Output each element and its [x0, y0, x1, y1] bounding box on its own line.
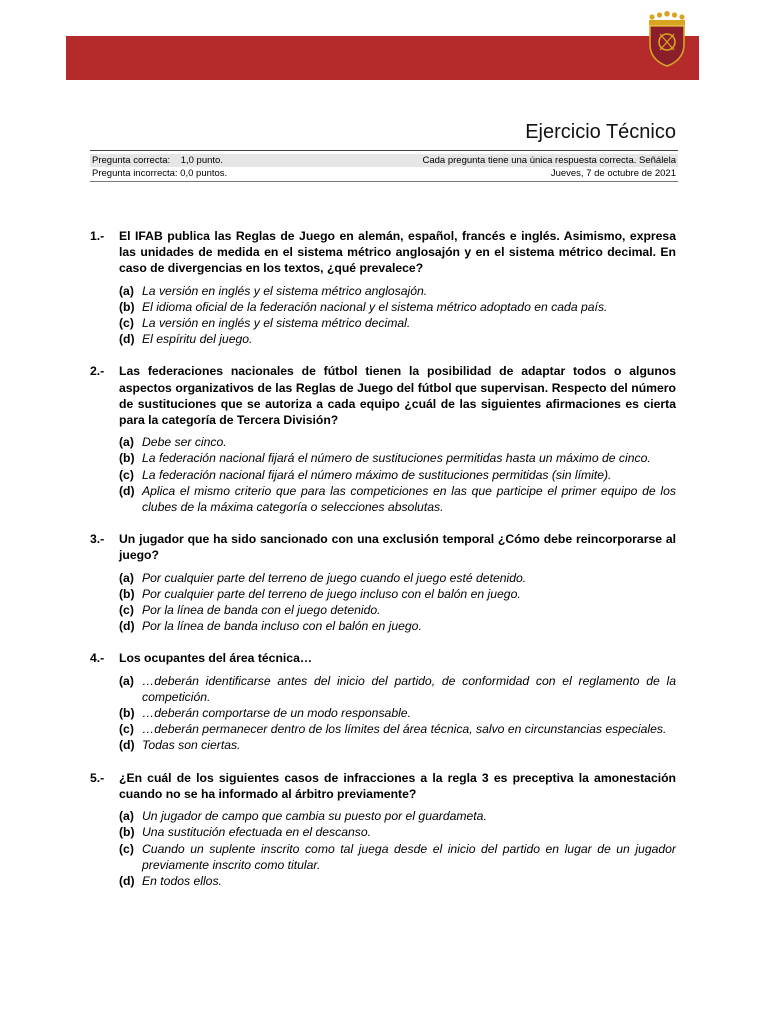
question-text: Un jugador que ha sido sancionado con una exclusión temporal ¿Cómo debe reincorporarse al juego?	[119, 532, 676, 563]
option-letter: (b)	[119, 825, 135, 840]
title-divider	[90, 150, 678, 151]
answer-option[interactable]	[119, 808, 676, 824]
question-header	[90, 650, 676, 666]
option-letter: (a)	[119, 809, 134, 824]
question-header	[90, 531, 676, 563]
option-letter: (d)	[119, 738, 135, 753]
option-letter: (d)	[119, 332, 135, 347]
option-text: Aplica el mismo criterio que para las competiciones en las que participe el primer equipo de los clubes de la máxima categoría o selecciones absolutas.	[142, 483, 676, 515]
answer-option[interactable]	[119, 434, 676, 450]
question-list	[90, 228, 676, 905]
exam-date: Jueves, 7 de octubre de 2021	[550, 168, 676, 179]
answer-option[interactable]	[119, 570, 676, 586]
answer-option[interactable]	[119, 483, 676, 515]
option-letter: (a)	[119, 283, 134, 298]
question-number: 2.-	[90, 364, 105, 379]
option-letter: (c)	[119, 316, 134, 331]
option-text: El espíritu del juego.	[142, 332, 253, 347]
answer-option[interactable]	[119, 705, 676, 721]
answer-options	[90, 434, 676, 515]
answer-option[interactable]	[119, 299, 676, 315]
option-text: La versión en inglés y el sistema métrico decimal.	[142, 316, 411, 331]
answer-option[interactable]	[119, 283, 676, 299]
option-letter: (a)	[119, 435, 134, 450]
question-text: ¿En cuál de los siguientes casos de infracciones a la regla 3 es preceptiva la amonestación cuando no se ha informado al árbitro previamente?	[119, 770, 676, 801]
federation-crest-icon	[643, 11, 691, 67]
option-letter: (b)	[119, 586, 135, 601]
answer-option[interactable]	[119, 721, 676, 737]
answer-option[interactable]	[119, 467, 676, 483]
option-text: La versión en inglés y el sistema métrico anglosajón.	[142, 283, 428, 298]
answer-option[interactable]	[119, 737, 676, 753]
option-letter: (c)	[119, 467, 134, 482]
option-text: Por cualquier parte del terreno de juego incluso con el balón en juego.	[142, 586, 521, 601]
option-text: …deberán permanecer dentro de los límites del área técnica, salvo en circunstancias especiales.	[142, 722, 667, 737]
option-text: …deberán identificarse antes del inicio del partido, de conformidad con el reglamento de la competición.	[142, 673, 676, 704]
question-text: Los ocupantes del área técnica…	[119, 651, 313, 666]
answer-options	[90, 570, 676, 635]
option-text: Por la línea de banda incluso con el balón en juego.	[142, 619, 422, 634]
option-text: Por cualquier parte del terreno de juego cuando el juego esté detenido.	[142, 570, 527, 585]
answer-option[interactable]	[119, 618, 676, 634]
option-letter: (d)	[119, 619, 135, 634]
question-5	[90, 770, 676, 889]
question-header	[90, 228, 676, 277]
option-text: Por la línea de banda con el juego detenido.	[142, 603, 381, 618]
answer-option[interactable]	[119, 824, 676, 840]
option-text: Un jugador de campo que cambia su puesto por el guardameta.	[142, 809, 487, 824]
option-letter: (c)	[119, 722, 134, 737]
answer-option[interactable]	[119, 315, 676, 331]
question-header	[90, 770, 676, 802]
answer-options	[90, 808, 676, 889]
option-letter: (b)	[119, 299, 135, 314]
question-number: 5.-	[90, 770, 105, 785]
option-text: En todos ellos.	[142, 873, 222, 888]
correct-score: Pregunta correcta: 1,0 punto.	[92, 155, 223, 166]
header-band	[66, 36, 699, 80]
question-text: Las federaciones nacionales de fútbol tienen la posibilidad de adaptar todos o algunos aspectos organizativos de las Reglas de Juego del fútbol que supervisan. Respecto del número de sustituciones que se autoriza a cada equipo ¿cuál de las siguientes afirmaciones es cierta para la categoría de Tercera División?	[119, 364, 676, 428]
question-header	[90, 363, 676, 428]
option-text: Todas son ciertas.	[142, 738, 241, 753]
answer-options	[90, 283, 676, 348]
option-text: …deberán comportarse de un modo responsable.	[142, 706, 411, 721]
answer-option[interactable]	[119, 586, 676, 602]
option-letter: (c)	[119, 603, 134, 618]
option-letter: (d)	[119, 873, 135, 888]
answer-option[interactable]	[119, 673, 676, 705]
option-text: Una sustitución efectuada en el descanso.	[142, 825, 372, 840]
question-text: El IFAB publica las Reglas de Juego en alemán, español, francés e inglés. Asimismo, expresa las unidades de medida en el sistema métrico anglosajón y en el sistema métrico decimal. En caso de divergencias en los textos, ¿qué prevalece?	[119, 229, 676, 276]
question-number: 3.-	[90, 532, 105, 547]
question-4	[90, 650, 676, 753]
option-letter: (b)	[119, 451, 135, 466]
question-number: 4.-	[90, 651, 105, 666]
exam-info	[90, 154, 678, 180]
option-text: Cuando un suplente inscrito como tal juega desde el inicio del partido en lugar de un jugador previamente inscrito como titular.	[142, 841, 676, 872]
question-3	[90, 531, 676, 634]
option-text: Debe ser cinco.	[142, 435, 227, 450]
option-text: La federación nacional fijará el número máximo de sustituciones permitidas (sin límite).	[142, 467, 612, 482]
option-letter: (a)	[119, 673, 134, 688]
option-letter: (a)	[119, 570, 134, 585]
info-row-bottom	[90, 167, 678, 180]
option-letter: (c)	[119, 841, 134, 856]
answer-options	[90, 673, 676, 754]
answer-option[interactable]	[119, 873, 676, 889]
page-title: Ejercicio Técnico	[525, 121, 676, 143]
info-divider	[90, 181, 678, 182]
answer-option[interactable]	[119, 841, 676, 873]
incorrect-score: Pregunta incorrecta: 0,0 puntos.	[92, 168, 228, 179]
option-letter: (b)	[119, 706, 135, 721]
question-number: 1.-	[90, 229, 105, 243]
instructions: Cada pregunta tiene una única respuesta correcta. Señálela	[422, 155, 676, 166]
answer-option[interactable]	[119, 331, 676, 347]
answer-option[interactable]	[119, 450, 676, 466]
option-letter: (d)	[119, 483, 135, 498]
option-text: El idioma oficial de la federación nacional y el sistema métrico adoptado en cada país.	[142, 299, 608, 314]
answer-option[interactable]	[119, 602, 676, 618]
question-1	[90, 228, 676, 347]
info-row-top	[90, 154, 678, 167]
option-text: La federación nacional fijará el número de sustituciones permitidas hasta un máximo de cinco.	[142, 451, 651, 466]
question-2	[90, 363, 676, 515]
